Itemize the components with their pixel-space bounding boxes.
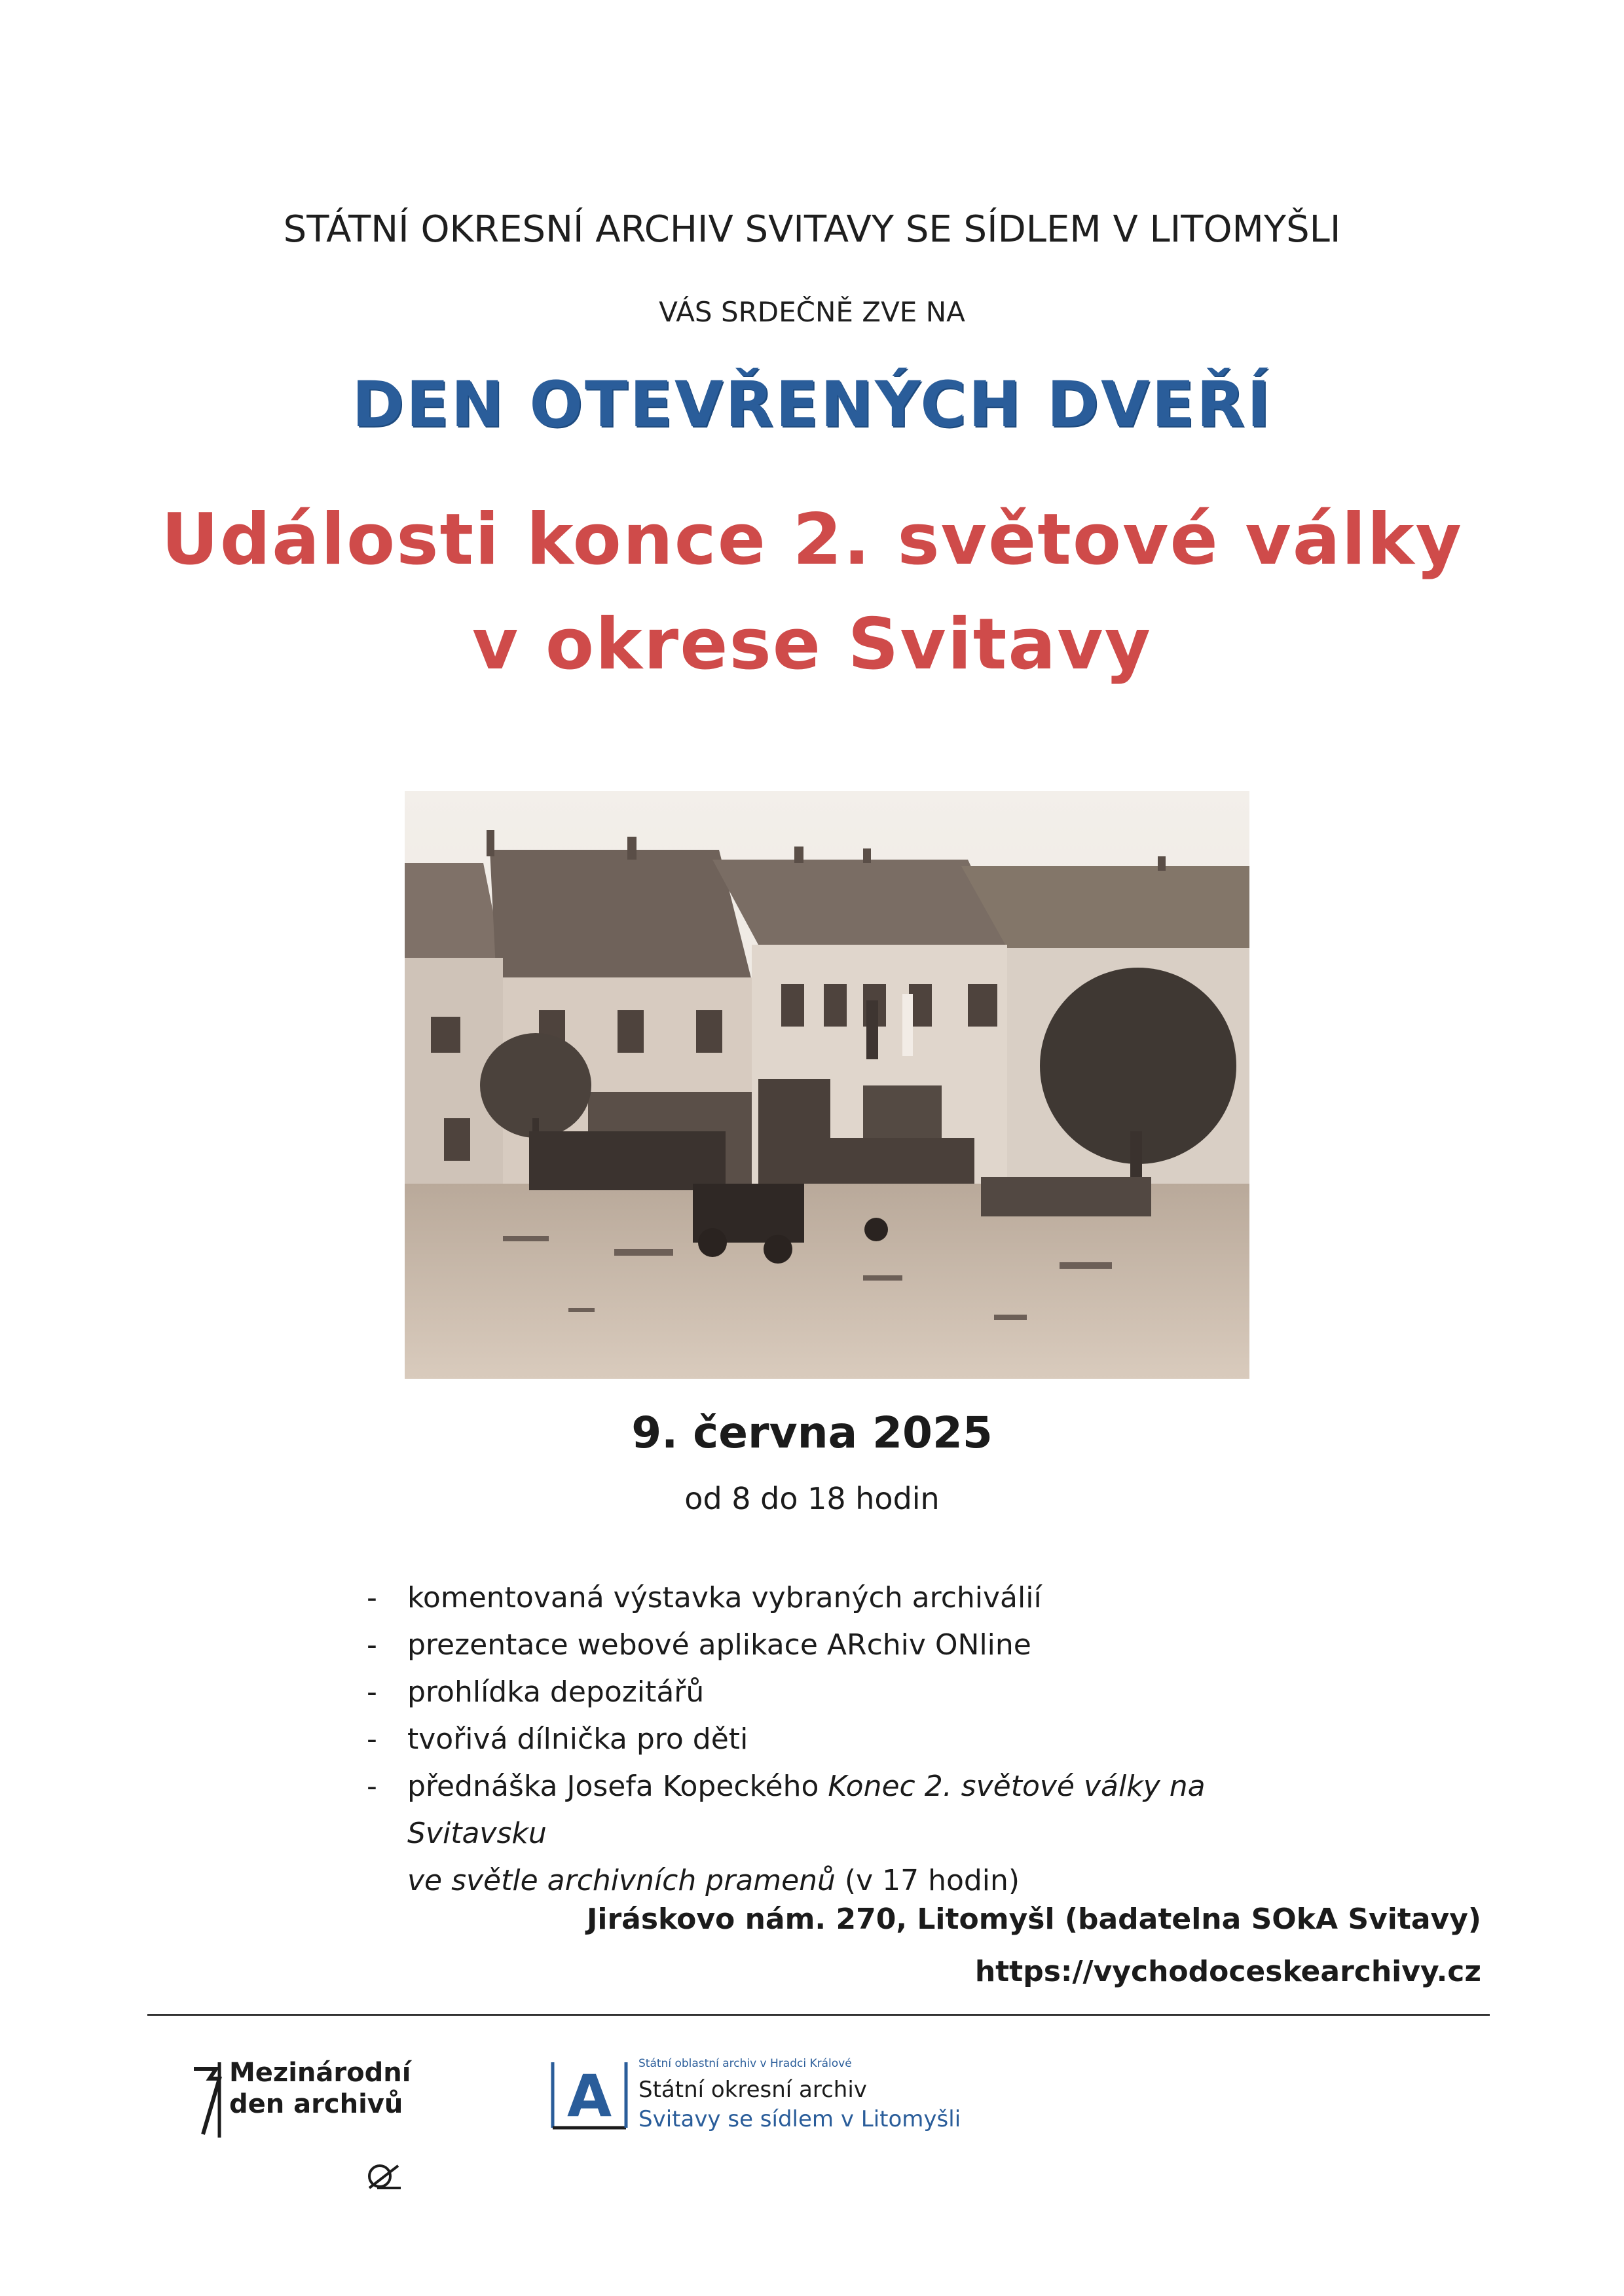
organization-heading: STÁTNÍ OKRESNÍ ARCHIV SVITAVY SE SÍDLEM V LITOMYŠLI — [283, 208, 1341, 251]
wrecked-vehicle-2 — [798, 1138, 974, 1184]
event-hours: od 8 do 18 hodin — [684, 1481, 940, 1516]
roof-main — [490, 850, 752, 981]
event-subtitle-line1: Události konce 2. světové války — [161, 499, 1463, 581]
footer-divider — [147, 2014, 1490, 2016]
district-archive-name: Státní okresní archiv — [638, 2077, 867, 2103]
historic-photo-icon — [405, 791, 1249, 1379]
mda-mark-icon — [194, 2069, 219, 2134]
event-title: DEN OTEVŘENÝCH DVEŘÍ — [352, 368, 1272, 441]
list-item: - prohlídka depozitářů — [367, 1675, 705, 1709]
event-date: 9. června 2025 — [631, 1408, 993, 1458]
roof-middle — [712, 860, 1007, 945]
lecture-title-part1: Konec 2. světové války na Svitavsku — [407, 1770, 1206, 1850]
lecture-title-part2: ve světle archivních pramenů — [407, 1864, 836, 1897]
state-archive-logo — [550, 2056, 629, 2134]
list-item: - komentovaná výstavka vybraných archiválií — [367, 1581, 1042, 1614]
website-link[interactable]: https://vychodoceskearchivy.cz — [974, 1955, 1481, 1988]
roof-right — [961, 866, 1249, 948]
invitation-line: VÁS SRDEČNĚ ZVE NA — [659, 296, 965, 328]
program-list — [367, 1575, 1349, 1897]
lecture-prefix: přednáška Josefa Kopeckého — [407, 1770, 828, 1803]
wrecked-vehicle-1 — [529, 1131, 726, 1190]
international-archives-day-text: Mezinárodní den archivů — [229, 2058, 411, 2119]
event-subtitle-line2: v okrese Svitavy — [471, 604, 1153, 685]
lecture-time: (v 17 hodin) — [835, 1864, 1020, 1897]
archive-symbol-icon — [364, 2160, 403, 2191]
soa-letter: A — [566, 2062, 612, 2130]
list-item: - tvořivá dílnička pro děti — [367, 1722, 748, 1756]
regional-archive-name: Státní oblastní archiv v Hradci Králové — [638, 2057, 852, 2070]
list-item-lecture: - přednáška Josefa Kopeckého Konec 2. světové války na Svitavsku ve světle archivních pramenů (v 17 hodin) — [367, 1770, 1206, 1897]
list-item: - prezentace webové aplikace ARchiv ONline — [367, 1628, 1031, 1662]
district-archive-location: Svitavy se sídlem v Litomyšli — [638, 2106, 961, 2132]
venue-address: Jiráskovo nám. 270, Litomyšl (badatelna SOkA Svitavy) — [587, 1903, 1481, 1936]
